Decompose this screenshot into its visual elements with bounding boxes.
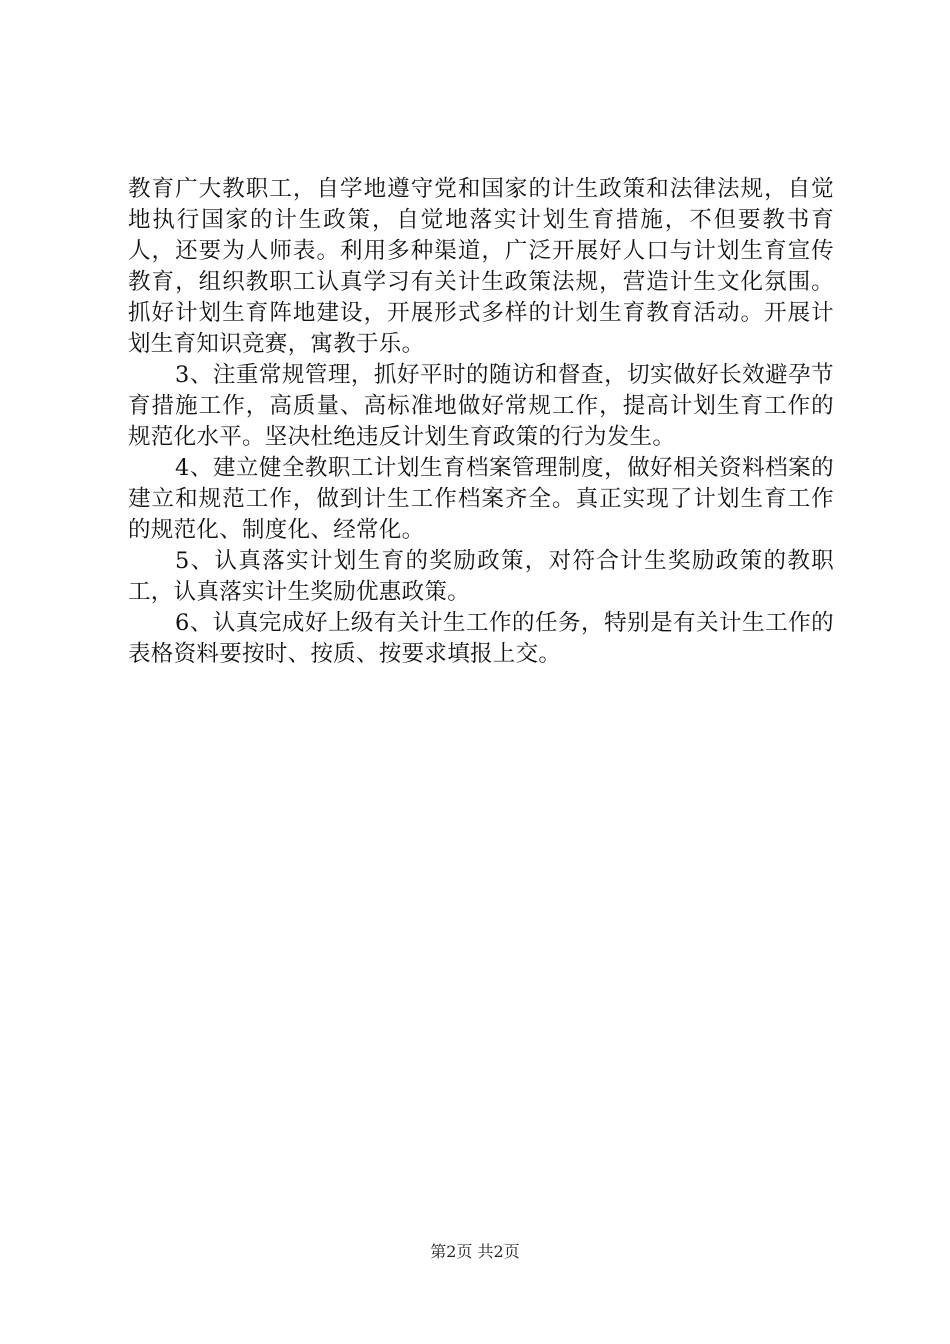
paragraph-intro: 教育广大教职工，自学地遵守党和国家的计生政策和法律法规，自觉地执行国家的计生政策，自觉地落实计划生育措施，不但要教书育人，还要为人师表。利用多种渠道，广泛开展好人口与计划生育宣传教育，组织教职工认真学习有关计生政策法规，营造计生文化氛围。抓好计划生育阵地建设，开展形式多样的计划生育教育活动。开展计划生育知识竞赛，寓教于乐。 — [128, 176, 834, 357]
paragraph-item-3: 3、注重常规管理，抓好平时的随访和督查，切实做好长效避孕节育措施工作，高质量、高标准地做好常规工作，提高计划生育工作的规范化水平。坚决杜绝违反计划生育政策的行为发生。 — [128, 362, 834, 450]
paragraph-item-6: 6、认真完成好上级有关计生工作的任务，特别是有关计生工作的表格资料要按时、按质、按要求填报上交。 — [128, 610, 834, 667]
paragraph-item-4: 4、建立健全教职工计划生育档案管理制度，做好相关资料档案的建立和规范工作，做到计生工作档案齐全。真正实现了计划生育工作的规范化、制度化、经常化。 — [128, 455, 834, 543]
page-footer: 第2页 共2页 — [430, 1242, 520, 1261]
paragraph-item-5: 5、认真落实计划生育的奖励政策，对符合计生奖励政策的教职工，认真落实计生奖励优惠政策。 — [128, 548, 834, 605]
document-body — [128, 174, 834, 670]
